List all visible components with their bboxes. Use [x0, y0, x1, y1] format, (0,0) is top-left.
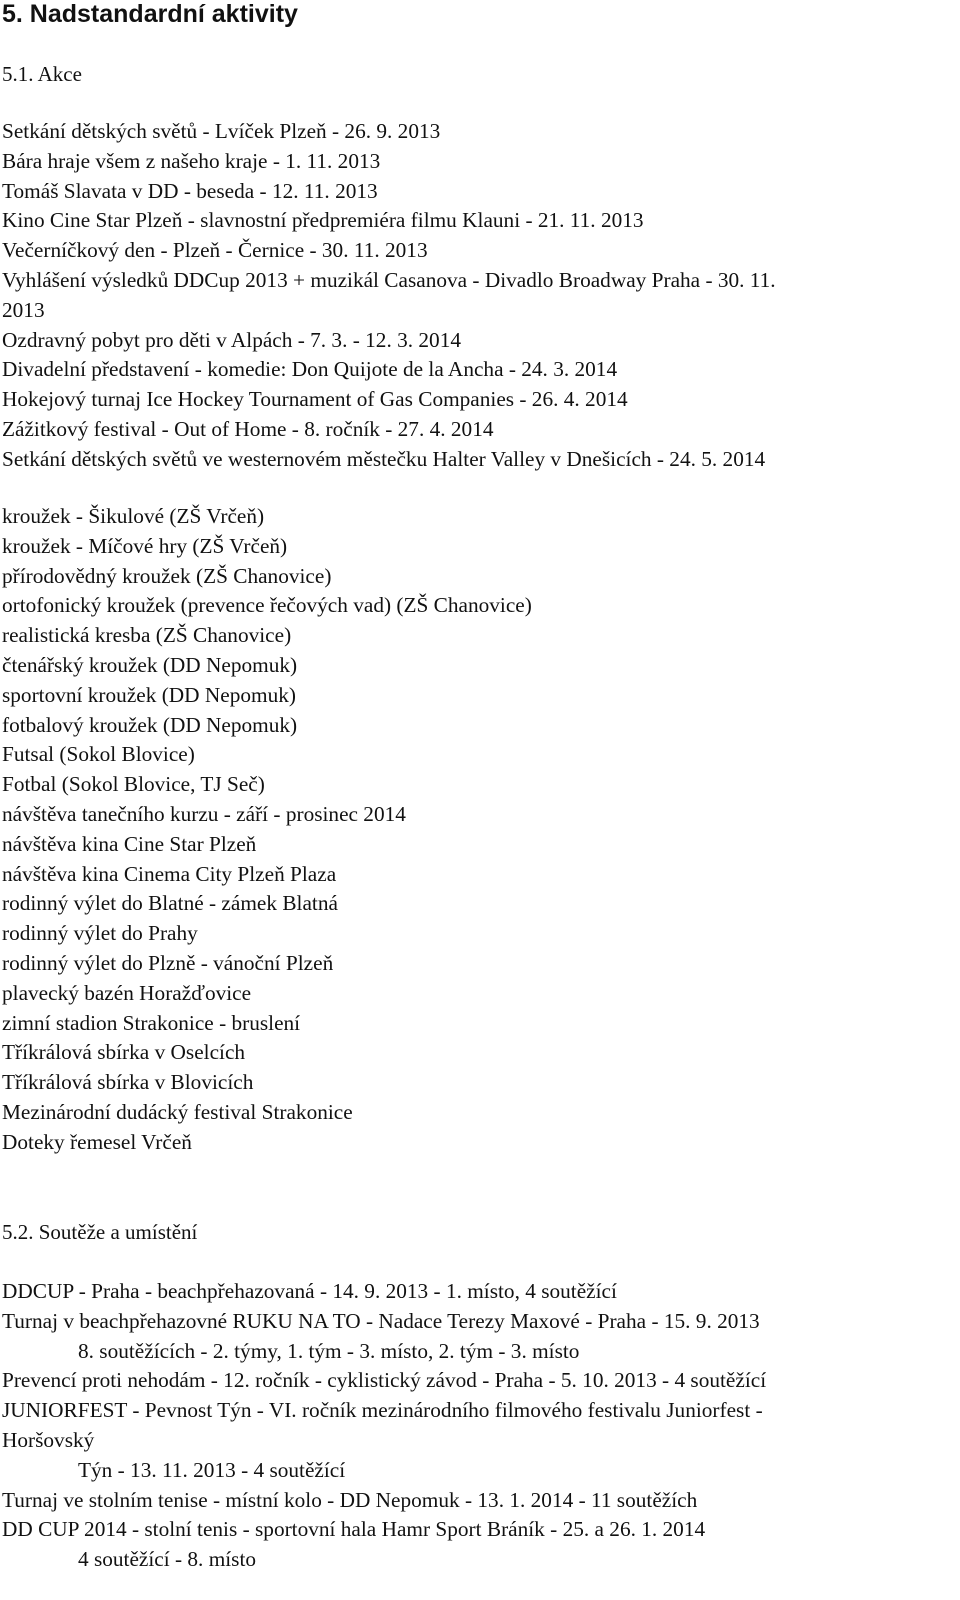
result-line: Prevencí proti nehodám - 12. ročník - cyklistický závod - Praha - 5. 10. 2013 - 4 soutěžící [2, 1368, 767, 1393]
result-line: Týn - 13. 11. 2013 - 4 soutěžící [78, 1457, 346, 1482]
activity-line: realistická kresba (ZŠ Chanovice) [2, 623, 292, 648]
activity-line: kroužek - Šikulové (ZŠ Vrčeň) [2, 504, 265, 528]
event-line: Bára hraje všem z našeho kraje - 1. 11. 2013 [2, 148, 381, 173]
activity-line: zimní stadion Strakonice - bruslení [2, 1010, 301, 1035]
result-line: Turnaj ve stolním tenise - místní kolo - DD Nepomuk - 13. 1. 2014 - 11 soutěžích [2, 1487, 698, 1512]
subsection-heading-souteze: 5.2. Soutěže a umístění [2, 1220, 198, 1244]
event-line: Ozdravný pobyt pro děti v Alpách - 7. 3. - 12. 3. 2014 [2, 327, 461, 352]
result-line: DDCUP - Praha - beachpřehazovaná - 14. 9. 2013 - 1. místo, 4 soutěžící [2, 1279, 617, 1303]
event-line: Kino Cine Star Plzeň - slavnostní předpremiéra filmu Klauni - 21. 11. 2013 [2, 208, 644, 233]
activity-line: čtenářský kroužek (DD Nepomuk) [2, 652, 298, 677]
results-list [2, 1277, 766, 1575]
activities-list [2, 502, 532, 1158]
activity-line: fotbalový kroužek (DD Nepomuk) [2, 712, 298, 737]
result-line: 4 soutěžící - 8. místo [78, 1547, 257, 1572]
event-line: Vyhlášení výsledků DDCup 2013 + muzikál Casanova - Divadlo Broadway Praha - 30. 11. [2, 267, 776, 292]
result-line: JUNIORFEST - Pevnost Týn - VI. ročník mezinárodního filmového festivalu Juniorfest - [2, 1398, 763, 1423]
events-list [2, 117, 776, 475]
activity-line: přírodovědný kroužek (ZŠ Chanovice) [2, 563, 332, 588]
activity-line: rodinný výlet do Prahy [2, 921, 198, 946]
activity-line: Futsal (Sokol Blovice) [2, 742, 195, 767]
activity-line: návštěva kina Cine Star Plzeň [2, 831, 257, 856]
event-line: Zážitkový festival - Out of Home - 8. ročník - 27. 4. 2014 [2, 416, 494, 441]
event-line: Divadelní představení - komedie: Don Quijote de la Ancha - 24. 3. 2014 [2, 357, 618, 382]
activity-line: Fotbal (Sokol Blovice, TJ Seč) [2, 772, 265, 797]
result-line: DD CUP 2014 - stolní tenis - sportovní hala Hamr Sport Bráník - 25. a 26. 1. 2014 [2, 1517, 706, 1542]
activity-line: plavecký bazén Horažďovice [2, 980, 252, 1005]
event-line: Setkání dětských světů - Lvíček Plzeň - 26. 9. 2013 [2, 119, 441, 143]
activity-line: Doteky řemesel Vrčeň [2, 1129, 192, 1154]
event-line: Tomáš Slavata v DD - beseda - 12. 11. 2013 [2, 178, 378, 203]
event-line: Večerníčkový den - Plzeň - Černice - 30. 11. 2013 [2, 238, 428, 263]
event-line: Hokejový turnaj Ice Hockey Tournament of Gas Companies - 26. 4. 2014 [2, 387, 628, 412]
activity-line: Mezinárodní dudácký festival Strakonice [2, 1099, 353, 1124]
result-line: Horšovský [2, 1427, 95, 1452]
activity-line: Tříkrálová sbírka v Oselcích [2, 1040, 246, 1065]
activity-line: ortofonický kroužek (prevence řečových vad) (ZŠ Chanovice) [2, 593, 532, 618]
activity-line: rodinný výlet do Blatné - zámek Blatná [2, 891, 338, 916]
activity-line: návštěva tanečního kurzu - září - prosinec 2014 [2, 801, 406, 826]
activity-line: rodinný výlet do Plzně - vánoční Plzeň [2, 950, 334, 975]
section-heading: 5. Nadstandardní aktivity [2, 0, 298, 28]
result-line: 8. soutěžících - 2. týmy, 1. tým - 3. místo, 2. tým - 3. místo [78, 1338, 580, 1363]
activity-line: Tříkrálová sbírka v Blovicích [2, 1070, 254, 1095]
subsection-heading-akce: 5.1. Akce [2, 62, 82, 86]
activity-line: sportovní kroužek (DD Nepomuk) [2, 682, 296, 707]
activity-line: návštěva kina Cinema City Plzeň Plaza [2, 861, 337, 886]
activity-line: kroužek - Míčové hry (ZŠ Vrčeň) [2, 533, 288, 558]
result-line: Turnaj v beachpřehazovné RUKU NA TO - Nadace Terezy Maxové - Praha - 15. 9. 2013 [2, 1308, 760, 1333]
event-line: 2013 [2, 297, 45, 322]
event-line: Setkání dětských světů ve westernovém městečku Halter Valley v Dnešicích - 24. 5. 2014 [2, 446, 766, 471]
